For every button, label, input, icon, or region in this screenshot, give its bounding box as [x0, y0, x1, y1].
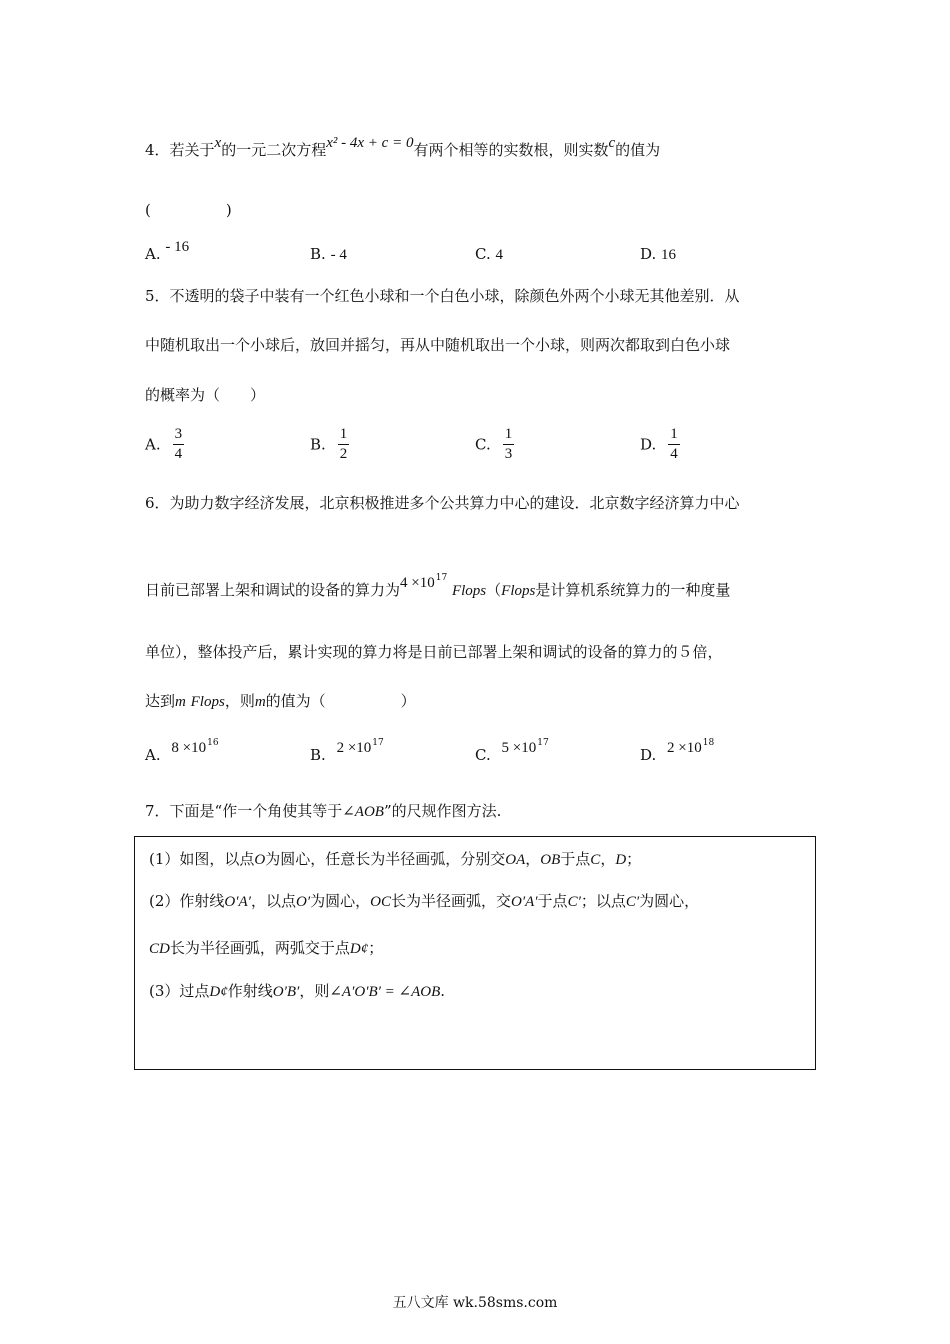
step-2-cont: CD长为半径画弧，两弧交于点D¢；: [149, 939, 384, 957]
var-c: c: [608, 135, 616, 151]
q6-option-a: A. $8 \times 10^{16}$: [145, 738, 219, 764]
q4-option-a: A. - 16: [145, 239, 190, 263]
q6-option-b: B. $2 \times 10^{17}$: [310, 738, 384, 764]
step-3: (3）过点D¢作射线O′B′，则∠A′O′B′ = ∠AOB.: [149, 982, 446, 1000]
construction-steps-box: [134, 836, 816, 1070]
equation: x² - 4x + c = 0: [326, 135, 414, 151]
q6-line-4: 达到m Flops，则m的值为（ ）: [145, 692, 416, 710]
q4-option-c: C. 4: [475, 245, 503, 263]
footer-watermark: 五八文库 wk.58sms.com: [392, 1295, 558, 1311]
q5-option-b: B. $\frac{1}{2}$: [310, 426, 348, 462]
q6-line-3: 单位），整体投产后，累计实现的算力将是日前已部署上架和调试的设备的算力的５倍，: [145, 643, 723, 661]
q5-line-1: 5．不透明的袋子中装有一个红色小球和一个白色小球，除颜色外两个小球无其他差别．从: [145, 287, 740, 305]
q6-line-2: 日前已部署上架和调试的设备的算力为$4 \times 10^{17}$ Flops（Flops是计算机系统算力的一种度量: [145, 573, 731, 599]
q4-blank: ( ): [145, 201, 232, 219]
q4-option-b: B. - 4: [310, 245, 347, 263]
q5-option-d: D. $\frac{1}{4}$: [640, 426, 678, 462]
q7-title: 7．下面是“作一个角使其等于∠AOB”的尺规作图方法.: [145, 802, 502, 820]
q5-line-2: 中随机取出一个小球后，放回并摇匀，再从中随机取出一个小球，则两次都取到白色小球: [145, 336, 731, 354]
q6-option-d: D. $2 \times 10^{18}$: [640, 738, 715, 764]
q4-option-d: D. 16: [640, 245, 677, 263]
step-1: (1）如图，以点O为圆心，任意长为半径画弧，分别交OA，OB于点C，D；: [149, 850, 642, 868]
q5-line-3: 的概率为（ ）: [145, 386, 266, 404]
q5-option-a: A. $\frac{3}{4}$: [145, 426, 183, 462]
var-x: x: [214, 135, 222, 151]
q6-option-c: C. $5 \times 10^{17}$: [475, 738, 549, 764]
q5-option-c: C. $\frac{1}{3}$: [475, 426, 513, 462]
q6-line-1: 6．为助力数字经济发展，北京积极推进多个公共算力中心的建设．北京数字经济算力中心: [145, 494, 740, 512]
step-2: (2）作射线O′A′，以点O′为圆心，OC长为半径画弧，交O′A′于点C′；以点C′为圆心，: [149, 892, 700, 910]
q4-stem: 4．若关于x的一元二次方程x² - 4x + c = 0有两个相等的实数根，则实数c的值为: [145, 135, 661, 159]
